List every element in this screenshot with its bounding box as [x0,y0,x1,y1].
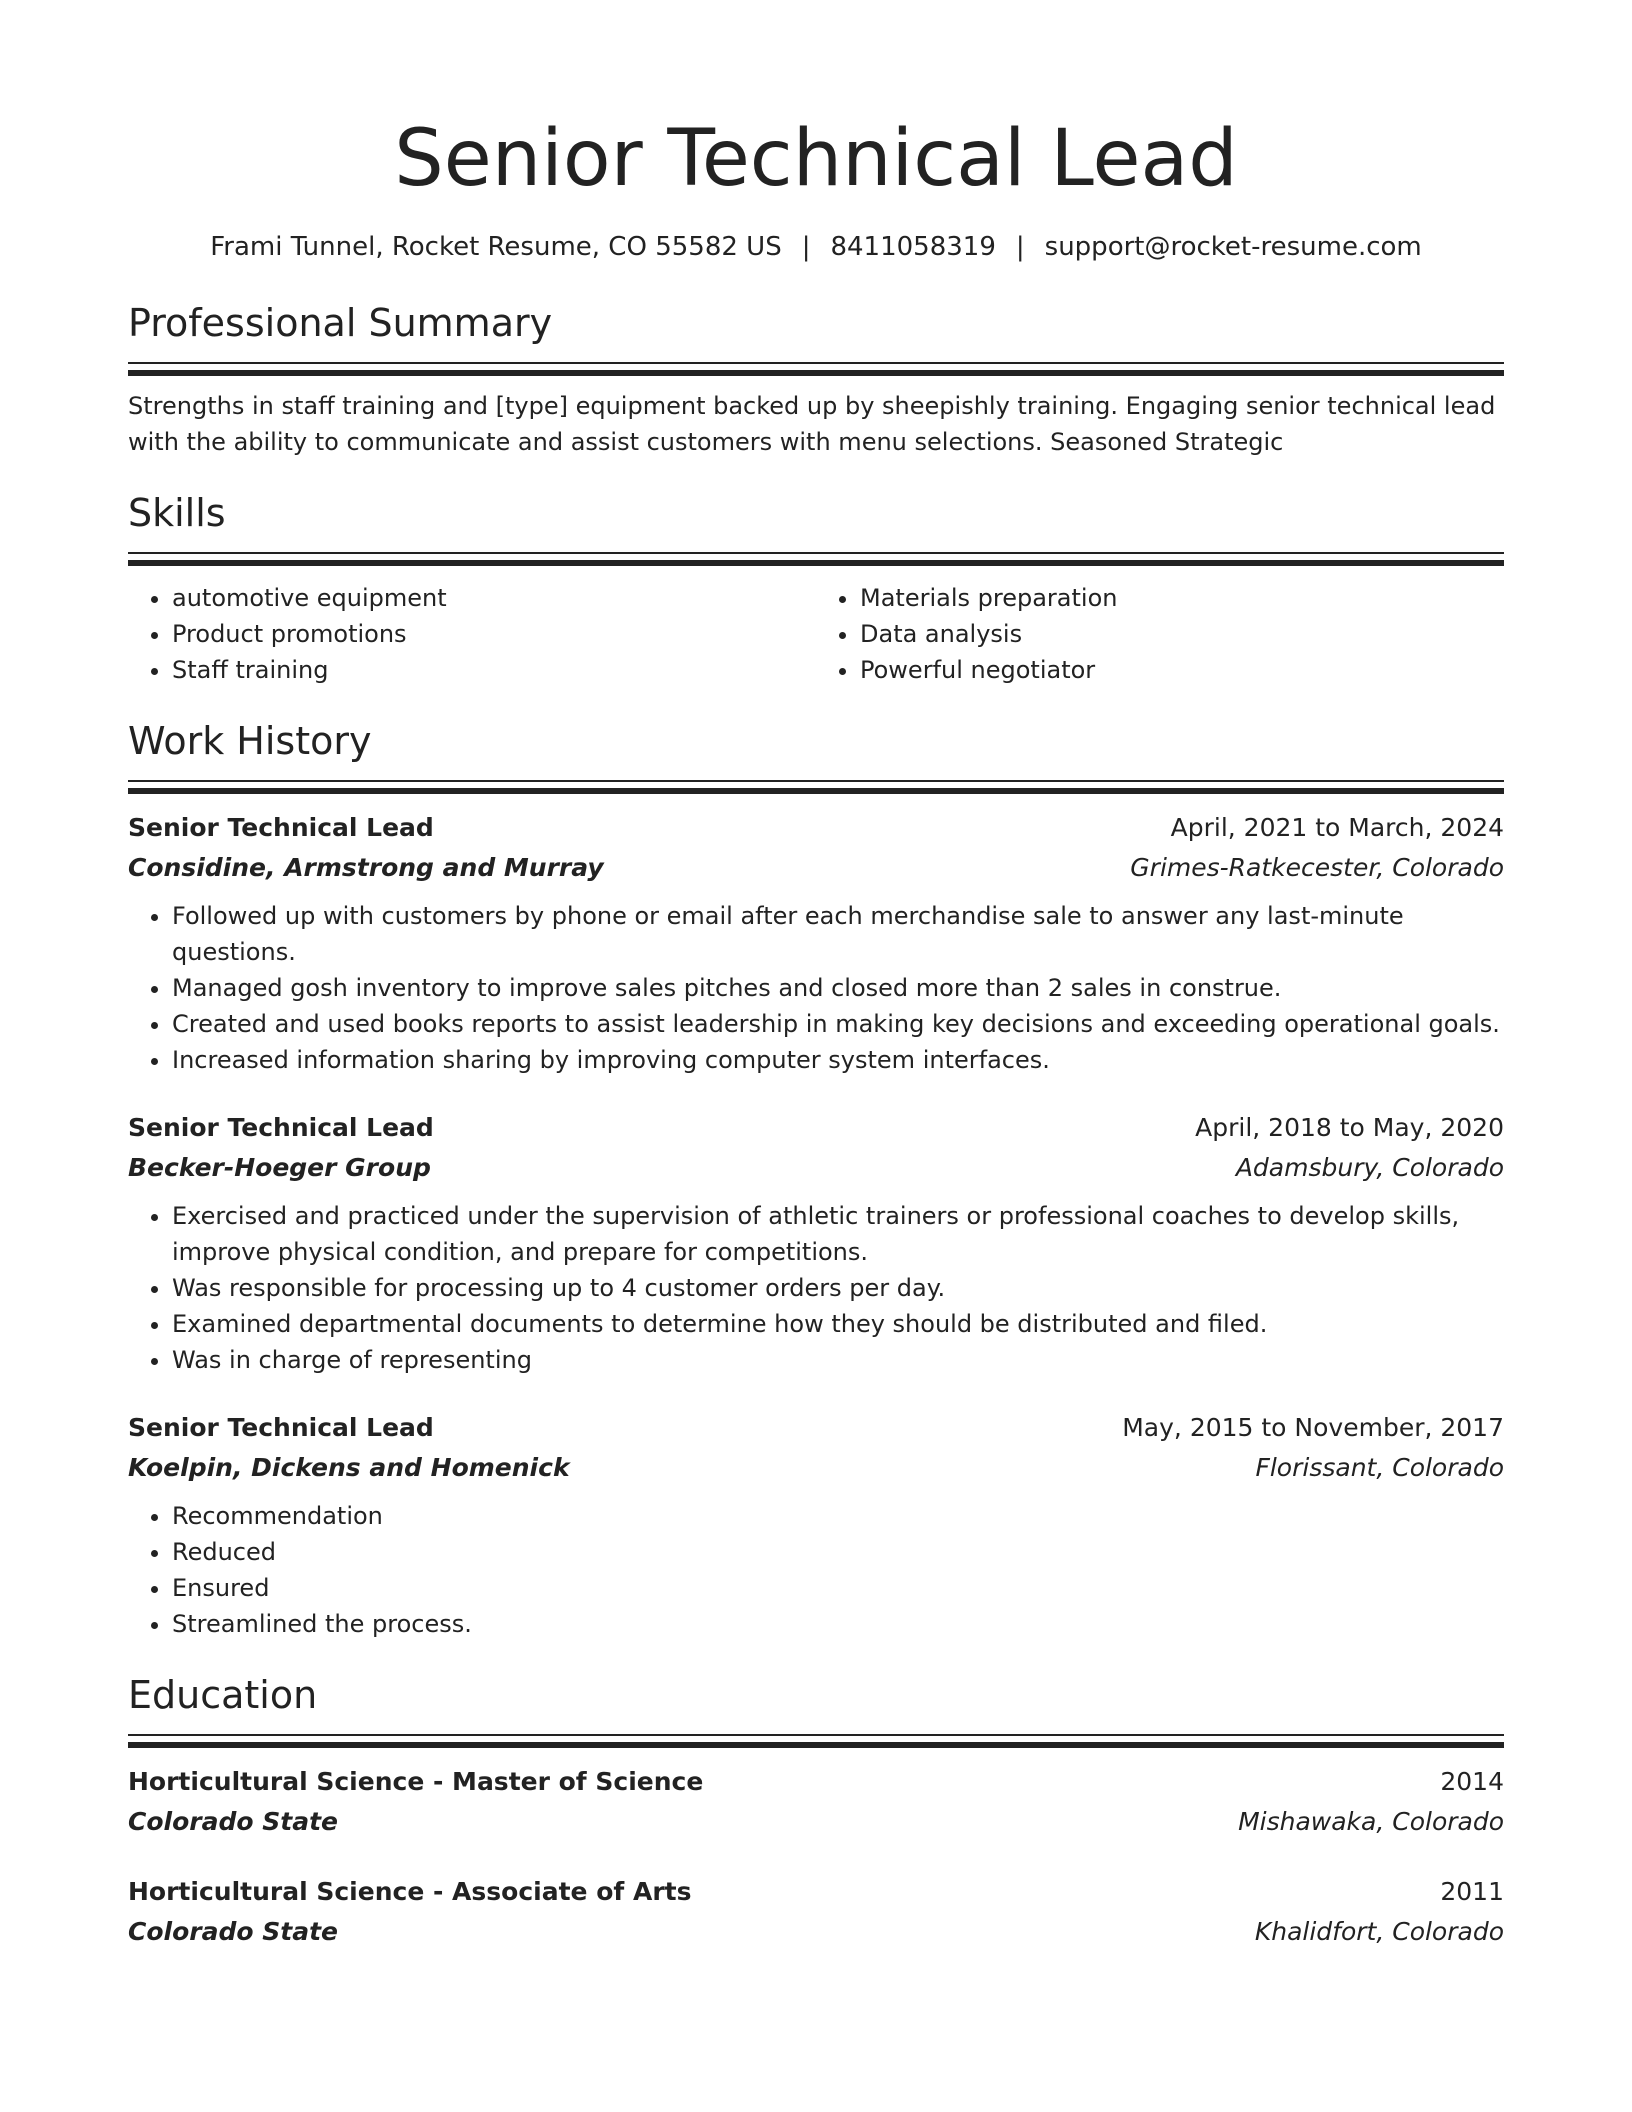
job-header [128,1108,1504,1148]
education-degree: Horticultural Science - Associate of Arts [128,1877,692,1906]
contact-address: Frami Tunnel, Rocket Resume, CO 55582 US [210,232,782,262]
list-item: • Created and used books reports to assist leadership in making key decisions and exceeding operational goals. [172,1006,1504,1042]
skills-section [128,491,1504,688]
contact-email: support@rocket-resume.com [1044,232,1422,262]
work-section [128,719,1504,1642]
section-heading-work: Work History [128,719,372,763]
list-item: • Ensured [172,1570,1504,1606]
job-dates: April, 2021 to March, 2024 [1170,813,1504,842]
skills-list-right [816,580,1504,688]
job-title: Senior Technical Lead [128,1413,434,1442]
list-item: • Examined departmental documents to determine how they should be distributed and filed. [172,1306,1504,1342]
skill-item: • Data analysis [860,616,1504,652]
education-school: Colorado State [128,1807,338,1836]
job-location: Adamsbury, Colorado [1235,1153,1504,1182]
contact-separator: | [801,232,811,262]
job-company: Koelpin, Dickens and Homenick [128,1453,570,1482]
job-location: Florissant, Colorado [1255,1453,1504,1482]
skill-item: • Staff training [172,652,816,688]
education-year: 2011 [1440,1877,1504,1906]
list-item: • Followed up with customers by phone or email after each merchandise sale to answer any last-minute questions. [172,898,1504,970]
job-dates: April, 2018 to May, 2020 [1195,1113,1504,1142]
job-bullets [128,898,1504,1078]
section-heading-education: Education [128,1673,318,1717]
skill-item: • Powerful negotiator [860,652,1504,688]
job-dates: May, 2015 to November, 2017 [1122,1413,1504,1442]
section-divider [128,780,1504,792]
education-subheader [128,1802,1504,1842]
job-subheader [128,848,1504,888]
job-title: Senior Technical Lead [128,813,434,842]
job-subheader [128,1148,1504,1188]
section-divider [128,552,1504,564]
education-header [128,1872,1504,1912]
section-divider [128,362,1504,374]
summary-text: Strengths in staff training and [type] equipment backed up by sheepishly training. Engaging senior technical lead with the ability to communicate and assist customers with menu selections. Seasoned Strategic [128,392,1496,456]
summary-section [128,301,1504,460]
education-entry [128,1872,1504,1952]
section-divider [128,1734,1504,1746]
job-location: Grimes-Ratkecester, Colorado [1130,853,1504,882]
education-header [128,1762,1504,1802]
contact-separator: | [1015,232,1025,262]
education-year: 2014 [1440,1767,1504,1796]
skills-list-left [128,580,816,688]
skill-item: • Materials preparation [860,580,1504,616]
education-location: Mishawaka, Colorado [1238,1807,1504,1836]
contact-line [128,232,1504,262]
job-entry [128,1108,1504,1378]
section-heading-skills: Skills [128,491,226,535]
page-title: Senior Technical Lead [394,114,1238,204]
contact-phone: 8411058319 [830,232,996,262]
job-header [128,1408,1504,1448]
job-header [128,808,1504,848]
job-subheader [128,1448,1504,1488]
job-entry [128,808,1504,1078]
list-item: • Streamlined the process. [172,1606,1504,1642]
education-entry [128,1762,1504,1842]
job-bullets [128,1198,1504,1378]
job-company: Considine, Armstrong and Murray [128,853,604,882]
list-item: • Increased information sharing by improving computer system interfaces. [172,1042,1504,1078]
education-location: Khalidfort, Colorado [1254,1917,1504,1946]
skills-columns [128,580,1504,688]
list-item: • Reduced [172,1534,1504,1570]
job-title: Senior Technical Lead [128,1113,434,1142]
job-company: Becker-Hoeger Group [128,1153,431,1182]
education-subheader [128,1912,1504,1952]
list-item: • Managed gosh inventory to improve sales pitches and closed more than 2 sales in construe. [172,970,1504,1006]
list-item: • Was responsible for processing up to 4 customer orders per day. [172,1270,1504,1306]
list-item: • Exercised and practiced under the supervision of athletic trainers or professional coaches to develop skills, improve physical condition, and prepare for competitions. [172,1198,1504,1270]
list-item: • Recommendation [172,1498,1504,1534]
section-heading-summary: Professional Summary [128,301,553,345]
job-bullets [128,1498,1504,1642]
list-item: • Was in charge of representing [172,1342,1504,1378]
education-school: Colorado State [128,1917,338,1946]
job-entry [128,1408,1504,1642]
education-degree: Horticultural Science - Master of Science [128,1767,704,1796]
education-section [128,1673,1504,1952]
skill-item: • Product promotions [172,616,816,652]
skill-item: • automotive equipment [172,580,816,616]
